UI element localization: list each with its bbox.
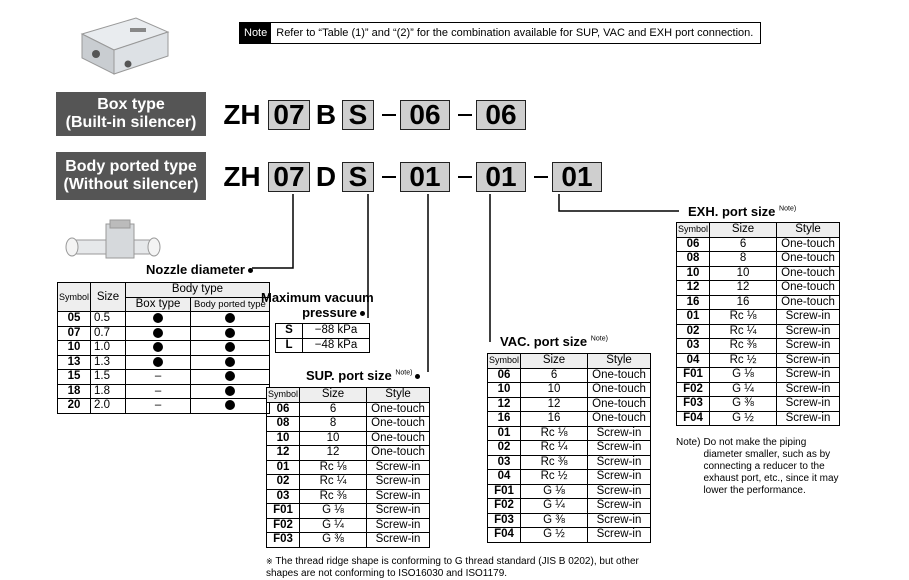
table-row [276, 324, 370, 339]
size-cell: 8 [300, 417, 367, 432]
pointer-dot [415, 374, 420, 379]
table-row [58, 312, 270, 327]
nozzle-diameter-heading [146, 262, 253, 277]
table-row [677, 397, 840, 412]
body-ported-type-label [56, 152, 206, 200]
size-cell: Rc ¼ [710, 324, 777, 339]
box-type-model-code [220, 98, 530, 132]
symbol-cell: F01 [488, 484, 521, 499]
exh-port-table [676, 222, 840, 426]
thread-note-mark: ※ [266, 557, 273, 566]
box-type-cell: – [126, 399, 191, 414]
symbol-cell: 10 [267, 431, 300, 446]
style-cell: One-touch [588, 412, 651, 427]
symbol-cell: 20 [58, 399, 91, 414]
exh-note-label: Note) [676, 437, 701, 448]
pressure-cell: −48 kPa [303, 338, 370, 353]
symbol-cell: 12 [677, 281, 710, 296]
available-dot-icon [225, 386, 235, 396]
code-sup-box: 06 [400, 100, 450, 130]
vacuum-pressure-table [275, 323, 370, 353]
th-style: Style [367, 388, 430, 403]
body-ported-cell [191, 326, 270, 341]
available-dot-icon [153, 328, 163, 338]
symbol-cell: 03 [488, 455, 521, 470]
symbol-cell: F02 [677, 382, 710, 397]
table-row [488, 397, 651, 412]
style-cell: Screw-in [367, 489, 430, 504]
code-nozzle-box: 07 [268, 100, 310, 130]
style-cell: Screw-in [588, 484, 651, 499]
exh-note-text: Do not make the piping diameter smaller, such as by connecting a reducer to the exhaust port, etc., since it may lower the performance. [703, 437, 839, 496]
size-cell: Rc ⅜ [710, 339, 777, 354]
vacuum-title-line1: Maximum vacuum [261, 290, 374, 305]
symbol-cell: F01 [267, 504, 300, 519]
style-cell: One-touch [588, 383, 651, 398]
nozzle-diameter-table [57, 282, 270, 414]
th-size: Size [300, 388, 367, 403]
sup-port-table [266, 387, 430, 548]
th-size: Size [710, 223, 777, 238]
style-cell: One-touch [367, 431, 430, 446]
table-row [677, 252, 840, 267]
size-cell: Rc ½ [710, 353, 777, 368]
size-cell: Rc ⅛ [710, 310, 777, 325]
available-dot-icon [153, 313, 163, 323]
available-dot-icon [225, 357, 235, 367]
size-cell: Rc ⅜ [300, 489, 367, 504]
th-symbol: Symbol [677, 223, 710, 238]
available-dot-icon [153, 342, 163, 352]
code-dash [534, 176, 548, 178]
style-cell: One-touch [777, 252, 840, 267]
th-body-ported-type: Body ported type [191, 297, 270, 312]
size-cell: 12 [710, 281, 777, 296]
box-type-product-image [74, 10, 174, 78]
symbol-cell: 01 [267, 460, 300, 475]
th-style: Style [777, 223, 840, 238]
body-ported-label-line2: (Without silencer) [63, 176, 199, 193]
size-cell: G ¼ [300, 518, 367, 533]
table-row [677, 411, 840, 426]
symbol-cell: 01 [677, 310, 710, 325]
vac-note-mark: Note) [590, 335, 608, 343]
vacuum-title-line2: pressure [302, 305, 357, 320]
size-cell: G ⅛ [710, 368, 777, 383]
table-row [267, 402, 430, 417]
code-body-type: D [315, 161, 337, 192]
pointer-dot [248, 268, 253, 273]
vacuum-pressure-heading [261, 290, 374, 320]
box-type-cell: – [126, 384, 191, 399]
style-cell: One-touch [777, 237, 840, 252]
symbol-cell: S [276, 324, 303, 339]
table-row [267, 504, 430, 519]
code-vacuum-box: S [342, 162, 374, 192]
symbol-cell: F03 [488, 513, 521, 528]
style-cell: Screw-in [777, 339, 840, 354]
symbol-cell: 08 [677, 252, 710, 267]
size-cell: 12 [521, 397, 588, 412]
available-dot-icon [225, 400, 235, 410]
box-type-cell [126, 355, 191, 370]
symbol-cell: 02 [677, 324, 710, 339]
symbol-cell: 06 [267, 402, 300, 417]
thread-note-line1: The thread ridge shape is conforming to G thread standard (JIS B 0202), but other [275, 556, 639, 567]
body-ported-cell [191, 384, 270, 399]
thread-footnote [266, 556, 639, 580]
size-cell: Rc ⅜ [521, 455, 588, 470]
table-row [488, 426, 651, 441]
size-cell: G ⅛ [300, 504, 367, 519]
table-row [267, 417, 430, 432]
style-cell: One-touch [777, 281, 840, 296]
size-cell: 16 [710, 295, 777, 310]
table-row [677, 324, 840, 339]
note-banner [239, 22, 761, 44]
table-row [267, 460, 430, 475]
table-row [488, 484, 651, 499]
body-ported-cell [191, 341, 270, 356]
style-cell: Screw-in [777, 411, 840, 426]
table-row [677, 368, 840, 383]
table-row [488, 455, 651, 470]
box-type-label [56, 92, 206, 136]
style-cell: Screw-in [777, 368, 840, 383]
code-vac-box: 06 [476, 100, 526, 130]
style-cell: Screw-in [367, 518, 430, 533]
style-cell: Screw-in [588, 470, 651, 485]
style-cell: Screw-in [588, 441, 651, 456]
size-cell: 10 [521, 383, 588, 398]
vac-port-table [487, 353, 651, 543]
style-cell: One-touch [588, 397, 651, 412]
symbol-cell: 10 [58, 341, 91, 356]
size-cell: 12 [300, 446, 367, 461]
table-row [488, 528, 651, 543]
symbol-cell: 07 [58, 326, 91, 341]
symbol-cell: 03 [677, 339, 710, 354]
style-cell: Screw-in [588, 513, 651, 528]
symbol-cell: 16 [488, 412, 521, 427]
note-text: Refer to “Table (1)” and “(2)” for the combination available for SUP, VAC and EXH port connection. [276, 27, 754, 39]
code-series: ZH [223, 99, 261, 130]
style-cell: Screw-in [588, 528, 651, 543]
size-cell: 10 [300, 431, 367, 446]
code-dash [458, 114, 472, 116]
th-symbol: Symbol [58, 283, 91, 312]
symbol-cell: F01 [677, 368, 710, 383]
pressure-cell: −88 kPa [303, 324, 370, 339]
table-row [267, 431, 430, 446]
available-dot-icon [225, 371, 235, 381]
code-dash [458, 176, 472, 178]
code-vacuum-box: S [342, 100, 374, 130]
size-cell: 1.0 [91, 341, 126, 356]
style-cell: Screw-in [777, 310, 840, 325]
size-cell: Rc ¼ [521, 441, 588, 456]
table-row [677, 382, 840, 397]
symbol-cell: L [276, 338, 303, 353]
table-row [677, 281, 840, 296]
symbol-cell: 04 [677, 353, 710, 368]
size-cell: 0.5 [91, 312, 126, 327]
size-cell: Rc ⅛ [521, 426, 588, 441]
body-ported-cell [191, 399, 270, 414]
th-style: Style [588, 354, 651, 369]
size-cell: G ½ [710, 411, 777, 426]
exh-port-title: EXH. port size [688, 204, 776, 219]
table-row [677, 310, 840, 325]
symbol-cell: 04 [488, 470, 521, 485]
size-cell: 2.0 [91, 399, 126, 414]
table-row [488, 368, 651, 383]
table-row [677, 339, 840, 354]
size-cell: 6 [710, 237, 777, 252]
symbol-cell: 05 [58, 312, 91, 327]
size-cell: Rc ¼ [300, 475, 367, 490]
table-row [488, 441, 651, 456]
table-row [58, 326, 270, 341]
style-cell: Screw-in [777, 324, 840, 339]
available-dot-icon [225, 328, 235, 338]
style-cell: One-touch [777, 266, 840, 281]
size-cell: G ⅛ [521, 484, 588, 499]
size-cell: 1.5 [91, 370, 126, 385]
table-row [267, 533, 430, 548]
table-row [58, 355, 270, 370]
pointer-dot [360, 311, 365, 316]
sup-port-title: SUP. port size [306, 368, 392, 383]
style-cell: Screw-in [367, 533, 430, 548]
table-row [677, 237, 840, 252]
box-type-cell [126, 326, 191, 341]
style-cell: Screw-in [588, 426, 651, 441]
symbol-cell: 02 [267, 475, 300, 490]
table-row [488, 383, 651, 398]
style-cell: Screw-in [367, 504, 430, 519]
symbol-cell: F02 [488, 499, 521, 514]
table-row [58, 341, 270, 356]
code-series: ZH [223, 161, 261, 192]
vac-port-title: VAC. port size [500, 334, 588, 349]
th-size: Size [521, 354, 588, 369]
size-cell: 16 [521, 412, 588, 427]
code-exh-box: 01 [552, 162, 602, 192]
size-cell: 0.7 [91, 326, 126, 341]
code-dash [382, 114, 396, 116]
code-body-type: B [315, 99, 337, 130]
size-cell: G ½ [521, 528, 588, 543]
body-ported-cell [191, 312, 270, 327]
symbol-cell: 06 [677, 237, 710, 252]
sup-port-heading [306, 368, 420, 383]
th-size: Size [91, 283, 126, 312]
nozzle-diameter-title: Nozzle diameter [146, 262, 245, 277]
code-sup-box: 01 [400, 162, 450, 192]
available-dot-icon [225, 342, 235, 352]
style-cell: Screw-in [777, 382, 840, 397]
table-row [58, 370, 270, 385]
code-nozzle-box: 07 [268, 162, 310, 192]
thread-note-line2: shapes are not conforming to ISO16030 and ISO1179. [266, 568, 508, 579]
symbol-cell: 06 [488, 368, 521, 383]
box-type-cell [126, 312, 191, 327]
style-cell: Screw-in [367, 460, 430, 475]
note-tag: Note [240, 23, 271, 43]
symbol-cell: 10 [677, 266, 710, 281]
th-symbol: Symbol [488, 354, 521, 369]
style-cell: Screw-in [777, 397, 840, 412]
size-cell: 6 [521, 368, 588, 383]
th-body-type: Body type [126, 283, 270, 298]
exh-port-heading [688, 204, 796, 219]
symbol-cell: 08 [267, 417, 300, 432]
exh-note [676, 437, 846, 497]
code-vac-box: 01 [476, 162, 526, 192]
table-row [267, 489, 430, 504]
size-cell: G ⅜ [710, 397, 777, 412]
symbol-cell: 13 [58, 355, 91, 370]
style-cell: One-touch [367, 402, 430, 417]
size-cell: 8 [710, 252, 777, 267]
th-box-type: Box type [126, 297, 191, 312]
size-cell: Rc ½ [521, 470, 588, 485]
body-ported-label-line1: Body ported type [65, 158, 197, 175]
size-cell: G ¼ [710, 382, 777, 397]
size-cell: 1.8 [91, 384, 126, 399]
style-cell: One-touch [777, 295, 840, 310]
style-cell: Screw-in [367, 475, 430, 490]
style-cell: One-touch [588, 368, 651, 383]
box-type-label-line2: (Built-in silencer) [65, 114, 197, 131]
table-row [677, 353, 840, 368]
symbol-cell: 16 [677, 295, 710, 310]
table-row [677, 266, 840, 281]
body-ported-cell [191, 355, 270, 370]
body-ported-model-code [220, 160, 606, 194]
symbol-cell: 01 [488, 426, 521, 441]
sup-note-mark: Note) [395, 369, 413, 377]
box-type-cell: – [126, 370, 191, 385]
box-type-cell [126, 341, 191, 356]
style-cell: Screw-in [777, 353, 840, 368]
code-dash [382, 176, 396, 178]
table-row [276, 338, 370, 353]
available-dot-icon [153, 357, 163, 367]
symbol-cell: 02 [488, 441, 521, 456]
symbol-cell: F03 [267, 533, 300, 548]
style-cell: One-touch [367, 417, 430, 432]
symbol-cell: 12 [267, 446, 300, 461]
symbol-cell: 15 [58, 370, 91, 385]
symbol-cell: F03 [677, 397, 710, 412]
table-row [267, 475, 430, 490]
vac-port-heading [500, 334, 608, 349]
table-row [488, 513, 651, 528]
th-symbol: Symbol [267, 388, 300, 403]
available-dot-icon [225, 313, 235, 323]
style-cell: One-touch [367, 446, 430, 461]
body-ported-cell [191, 370, 270, 385]
table-row [488, 412, 651, 427]
style-cell: Screw-in [588, 499, 651, 514]
size-cell: 6 [300, 402, 367, 417]
table-row [58, 384, 270, 399]
size-cell: G ¼ [521, 499, 588, 514]
symbol-cell: F02 [267, 518, 300, 533]
size-cell: G ⅜ [521, 513, 588, 528]
size-cell: Rc ⅛ [300, 460, 367, 475]
box-type-label-line1: Box type [97, 96, 165, 113]
size-cell: 1.3 [91, 355, 126, 370]
table-row [267, 518, 430, 533]
symbol-cell: F04 [488, 528, 521, 543]
table-row [267, 446, 430, 461]
style-cell: Screw-in [588, 455, 651, 470]
table-row [58, 399, 270, 414]
table-row [488, 499, 651, 514]
symbol-cell: 12 [488, 397, 521, 412]
symbol-cell: 18 [58, 384, 91, 399]
table-row [488, 470, 651, 485]
symbol-cell: 10 [488, 383, 521, 398]
symbol-cell: 03 [267, 489, 300, 504]
exh-note-mark: Note) [779, 205, 797, 213]
size-cell: 10 [710, 266, 777, 281]
symbol-cell: F04 [677, 411, 710, 426]
size-cell: G ⅜ [300, 533, 367, 548]
table-row [677, 295, 840, 310]
